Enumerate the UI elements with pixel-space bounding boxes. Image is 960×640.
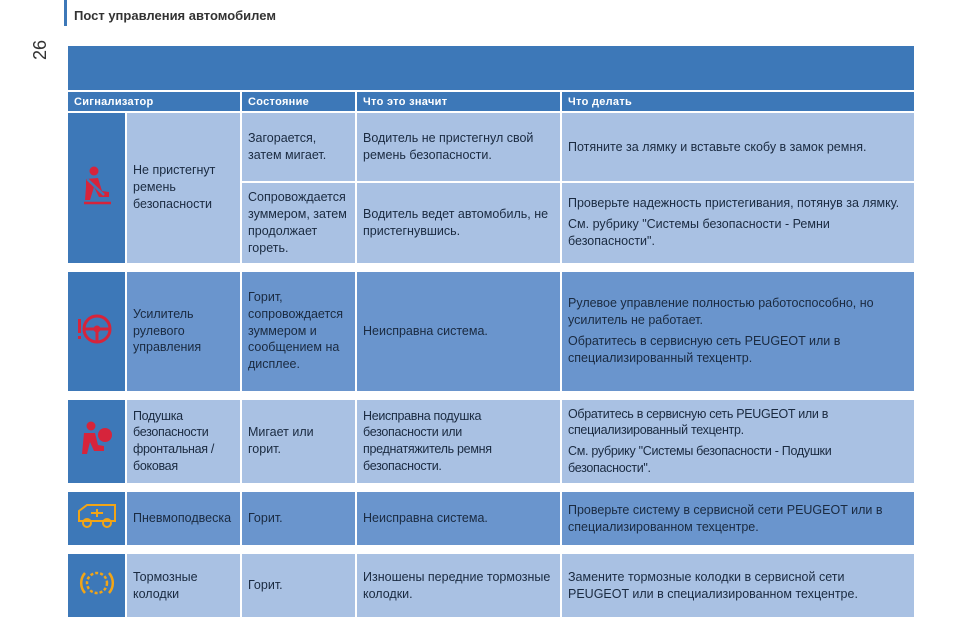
action-text: Рулевое управление полностью работоспособно, но усилитель не работает. Обратитесь в сервисную сеть PEUGEOT или в специализированный техцентр.	[561, 271, 914, 391]
state-text: Горит, сопровождается зуммером и сообщением на дисплее.	[241, 271, 356, 391]
indicator-name: Усилитель рулевого управления	[126, 271, 241, 391]
state-text: Сопровождается зуммером, затем продолжает гореть.	[241, 182, 356, 263]
table-row	[68, 271, 914, 391]
indicator-name: Пневмоподвеска	[126, 491, 241, 545]
header-rule	[64, 0, 67, 26]
brake-pads-warning-icon	[78, 565, 116, 606]
table-row	[68, 112, 914, 182]
meaning-text: Водитель не пристегнул свой ремень безопасности.	[356, 112, 561, 182]
col-header-meaning: Что это значит	[356, 92, 561, 112]
col-header-action: Что делать	[561, 92, 914, 112]
action-text: Проверьте надежность пристегивания, потянув за лямку. См. рубрику "Системы безопасности - Ремни безопасности".	[561, 182, 914, 263]
state-text: Мигает или горит.	[241, 399, 356, 484]
indicator-icon-cell	[68, 112, 126, 263]
meaning-text: Водитель ведет автомобиль, не пристегнувшись.	[356, 182, 561, 263]
table-row	[68, 491, 914, 545]
meaning-text: Изношены передние тормозные колодки.	[356, 553, 561, 617]
warning-lights-table	[68, 92, 914, 617]
table-header-row	[68, 92, 914, 112]
table-banner	[68, 46, 914, 90]
meaning-text: Неисправна система.	[356, 491, 561, 545]
state-text: Горит.	[241, 491, 356, 545]
page-number: 26	[30, 39, 50, 60]
indicator-icon-cell	[68, 491, 126, 545]
meaning-text: Неисправна система.	[356, 271, 561, 391]
col-header-indicator: Сигнализатор	[68, 92, 241, 112]
state-text: Горит.	[241, 553, 356, 617]
table-row	[68, 553, 914, 617]
indicator-name: Не пристегнут ремень безопасности	[126, 112, 241, 263]
indicator-icon-cell	[68, 553, 126, 617]
col-header-state: Состояние	[241, 92, 356, 112]
power-steering-warning-icon	[76, 309, 118, 354]
action-text: Потяните за лямку и вставьте скобу в замок ремня.	[561, 112, 914, 182]
indicator-icon-cell	[68, 399, 126, 484]
seatbelt-warning-icon	[80, 165, 114, 210]
meaning-text: Неисправна подушка безопасности или преднатяжитель ремня безопасности.	[356, 399, 561, 484]
action-text: Обратитесь в сервисную сеть PEUGEOT или в специализированный техцентр. См. рубрику "Системы безопасности - Подушки безопасности".	[561, 399, 914, 484]
indicator-name: Тормозные колодки	[126, 553, 241, 617]
table-row	[68, 399, 914, 484]
indicator-name: Подушка безопасности фронтальная / боковая	[126, 399, 241, 484]
indicator-icon-cell	[68, 271, 126, 391]
action-text: Проверьте систему в сервисной сети PEUGEOT или в специализированном техцентре.	[561, 491, 914, 545]
action-text: Замените тормозные колодки в сервисной сети PEUGEOT или в специализированном техцентре.	[561, 553, 914, 617]
airbag-warning-icon	[79, 420, 115, 463]
air-suspension-warning-icon	[75, 501, 119, 536]
state-text: Загорается, затем мигает.	[241, 112, 356, 182]
header-title: Пост управления автомобилем	[74, 8, 276, 23]
